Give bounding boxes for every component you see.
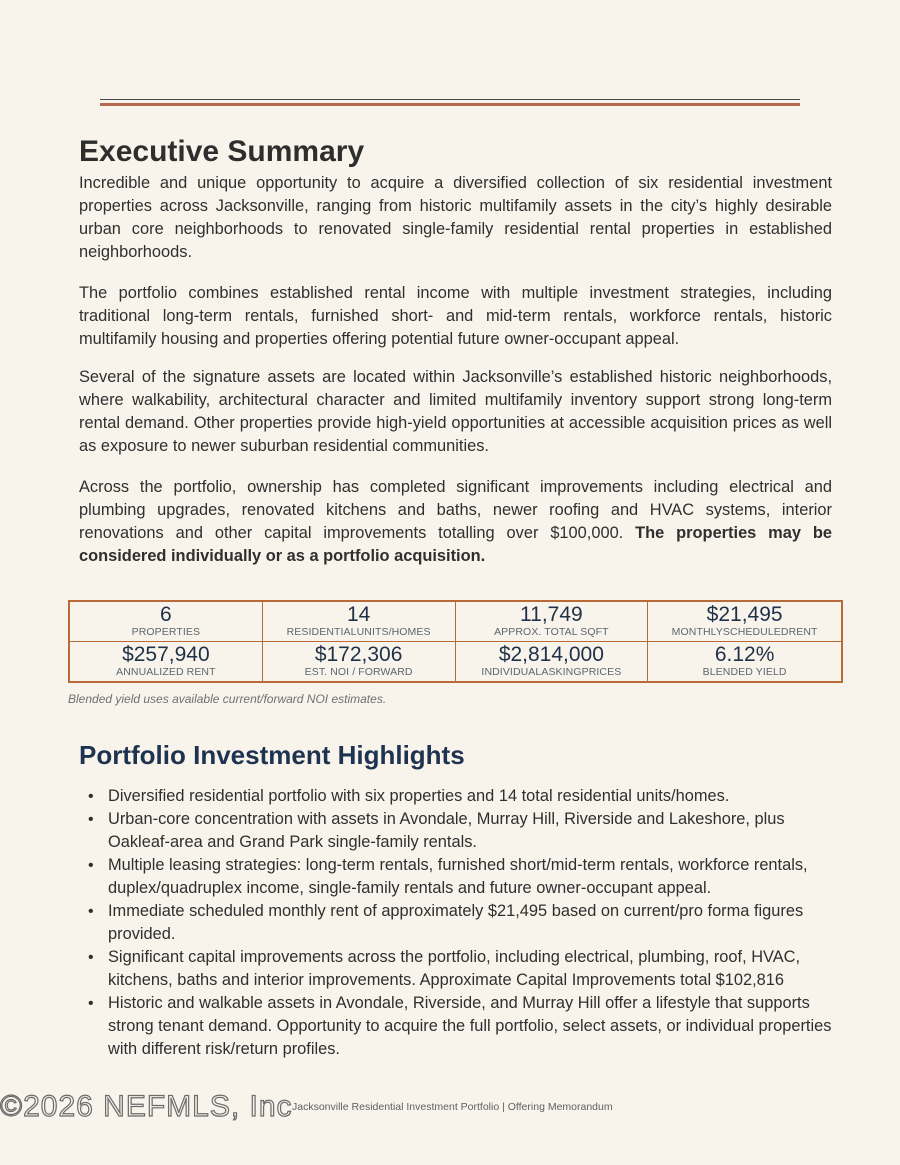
list-item-text: Diversified residential portfolio with six properties and 14 total residential units/homes. (108, 787, 730, 805)
header-rule-accent (100, 103, 800, 106)
bullet-icon: • (88, 903, 94, 920)
stat-asking-prices (456, 642, 649, 682)
stat-label: ANNUALIZED RENT (116, 666, 216, 679)
stat-label: PROPERTIES (131, 626, 201, 639)
stat-monthly-rent (648, 602, 841, 642)
bullet-icon: • (88, 949, 94, 966)
stat-value: $21,495 (706, 603, 783, 627)
list-item (79, 946, 849, 992)
key-stats-table (68, 600, 843, 683)
list-item-text: Urban-core concentration with assets in Avondale, Murray Hill, Riverside and Lakeshore, plus Oakleaf-area and Grand Park single-family rentals. (108, 810, 785, 851)
stat-properties (70, 602, 263, 642)
stat-blended-yield (648, 642, 841, 682)
summary-paragraph-1: Incredible and unique opportunity to acquire a diversified collection of six residential investment properties across Jacksonville, ranging from historic multifamily assets in the city’s highly desirable urban core neighborhoods to renovated single-family residential rental properties in established neighborhoods. (79, 174, 832, 261)
summary-paragraph-4-text: Across the portfolio, ownership has completed significant improvements including electrical and plumbing upgrades, renovated kitchens and baths, newer roofing and HVAC systems, interior renovations and other capital improvements totalling over $100,000. (79, 478, 832, 542)
list-item (79, 992, 849, 1061)
stat-label: APPROX. TOTAL SQFT (494, 626, 609, 639)
stat-label: EST. NOI / FORWARD (304, 666, 413, 679)
stat-label: INDIVIDUALASKINGPRICES (481, 666, 622, 679)
summary-paragraph-4-emphasis: The properties may be considered individually or as a portfolio acquisition. (79, 524, 833, 565)
stat-value: $2,814,000 (498, 643, 604, 667)
bullet-icon: • (88, 811, 94, 828)
page-title: Executive Summary (79, 135, 365, 168)
stat-value: 6 (160, 603, 172, 627)
list-item (79, 854, 849, 900)
bullet-icon: • (88, 857, 94, 874)
list-item-text: Immediate scheduled monthly rent of approximately $21,495 based on current/pro forma figures provided. (108, 902, 804, 943)
stat-value: $172,306 (314, 643, 403, 667)
stat-value: 14 (346, 603, 371, 627)
summary-paragraph-3: Several of the signature assets are located within Jacksonville’s established historic neighborhoods, where walkability, architectural character and limited multifamily inventory support strong long-term rental demand. Other properties provide high-yield opportunities at accessible acquisition prices as well as exposure to newer suburban residential communities. (79, 368, 832, 455)
list-item (79, 900, 849, 946)
summary-paragraph-2: The portfolio combines established rental income with multiple investment strategies, including traditional long-term rentals, furnished short- and mid-term rentals, workforce rentals, historic multifamily housing and properties offering potential future owner-occupant appeal. (79, 284, 832, 348)
list-item-text: Historic and walkable assets in Avondale, Riverside, and Murray Hill offer a lifestyle that supports strong tenant demand. Opportunity to acquire the full portfolio, select assets, or individual properties with different risk/return profiles. (108, 994, 832, 1058)
summary-paragraph-4 (79, 476, 832, 568)
list-item-text: Multiple leasing strategies: long-term rentals, furnished short/mid-term rentals, workforce rentals, duplex/quadruplex income, single-family rentals and future owner-occupant appeal. (108, 856, 808, 897)
list-item (79, 808, 849, 854)
copyright-watermark: ©2026 NEFMLS, Inc (0, 1090, 293, 1123)
stat-annualized-rent (70, 642, 263, 682)
stats-footnote: Blended yield uses available current/forward NOI estimates. (68, 692, 387, 706)
bullet-icon: • (88, 995, 94, 1012)
stat-value: 6.12% (714, 643, 775, 667)
stat-label: RESIDENTIALUNITS/HOMES (286, 626, 431, 639)
stat-noi (263, 642, 456, 682)
bullet-icon: • (88, 788, 94, 805)
list-item-text: Significant capital improvements across the portfolio, including electrical, plumbing, roof, HVAC, kitchens, baths and interior improvements. Approximate Capital Improvements total $102,816 (108, 948, 801, 989)
page-footer: Jacksonville Residential Investment Portfolio | Offering Memorandum (292, 1101, 613, 1113)
stat-units (263, 602, 456, 642)
list-item (79, 785, 849, 808)
stat-value: $257,940 (122, 643, 210, 667)
stat-label: BLENDED YIELD (702, 666, 787, 679)
highlights-list (79, 785, 849, 1061)
stat-value: 11,749 (520, 603, 583, 627)
highlights-title: Portfolio Investment Highlights (79, 740, 465, 770)
stat-sqft (456, 602, 649, 642)
stat-label: MONTHLYSCHEDULEDRENT (671, 626, 818, 639)
header-rule-thin (100, 99, 800, 100)
